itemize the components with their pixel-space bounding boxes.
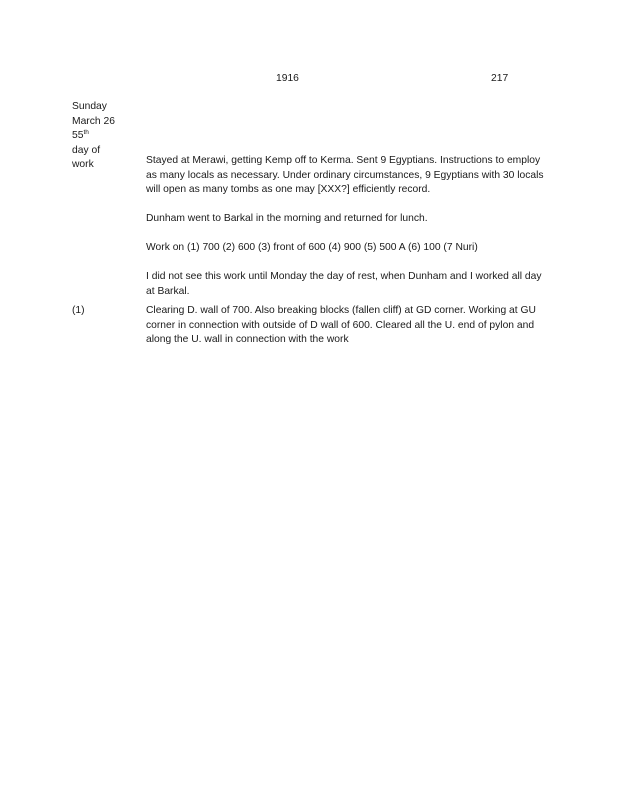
margin-ordinal-suffix: th [83,129,89,136]
margin-ordinal-number: 55 [72,130,84,141]
margin-date-note [72,100,142,173]
margin-day: Sunday [72,101,107,112]
journal-body [146,154,546,314]
paragraph-merawi: Stayed at Merawi, getting Kemp off to Kerma. Sent 9 Egyptians. Instructions to employ as many locals as necessary. Under ordinary circumstances, 9 Egyptians with 30 locals will open as many tombs as one may [XXX?] efficiently record. [146,155,544,195]
margin-work: work [72,159,94,170]
paragraph-dunham-barkal: Dunham went to Barkal in the morning and returned for lunch. [146,213,428,224]
margin-ordinal [72,129,142,144]
header-year: 1916 [276,73,299,84]
entry-label: (1) [72,305,85,316]
paragraph-work-list: Work on (1) 700 (2) 600 (3) front of 600 (4) 900 (5) 500 A (6) 100 (7 Nuri) [146,242,478,253]
paragraph-monday: I did not see this work until Monday the day of rest, when Dunham and I worked all day at Barkal. [146,271,542,297]
page-number: 217 [491,73,509,84]
page-header [0,72,618,87]
margin-day-of: day of [72,144,101,156]
entry-text: Clearing D. wall of 700. Also breaking blocks (fallen cliff) at GD corner. Working at GU corner in connection with outside of D wall of 600. Cleared all the U. end of pylon and along the U. wall in connection with the work [146,305,536,345]
margin-date: March 26 [72,115,115,127]
